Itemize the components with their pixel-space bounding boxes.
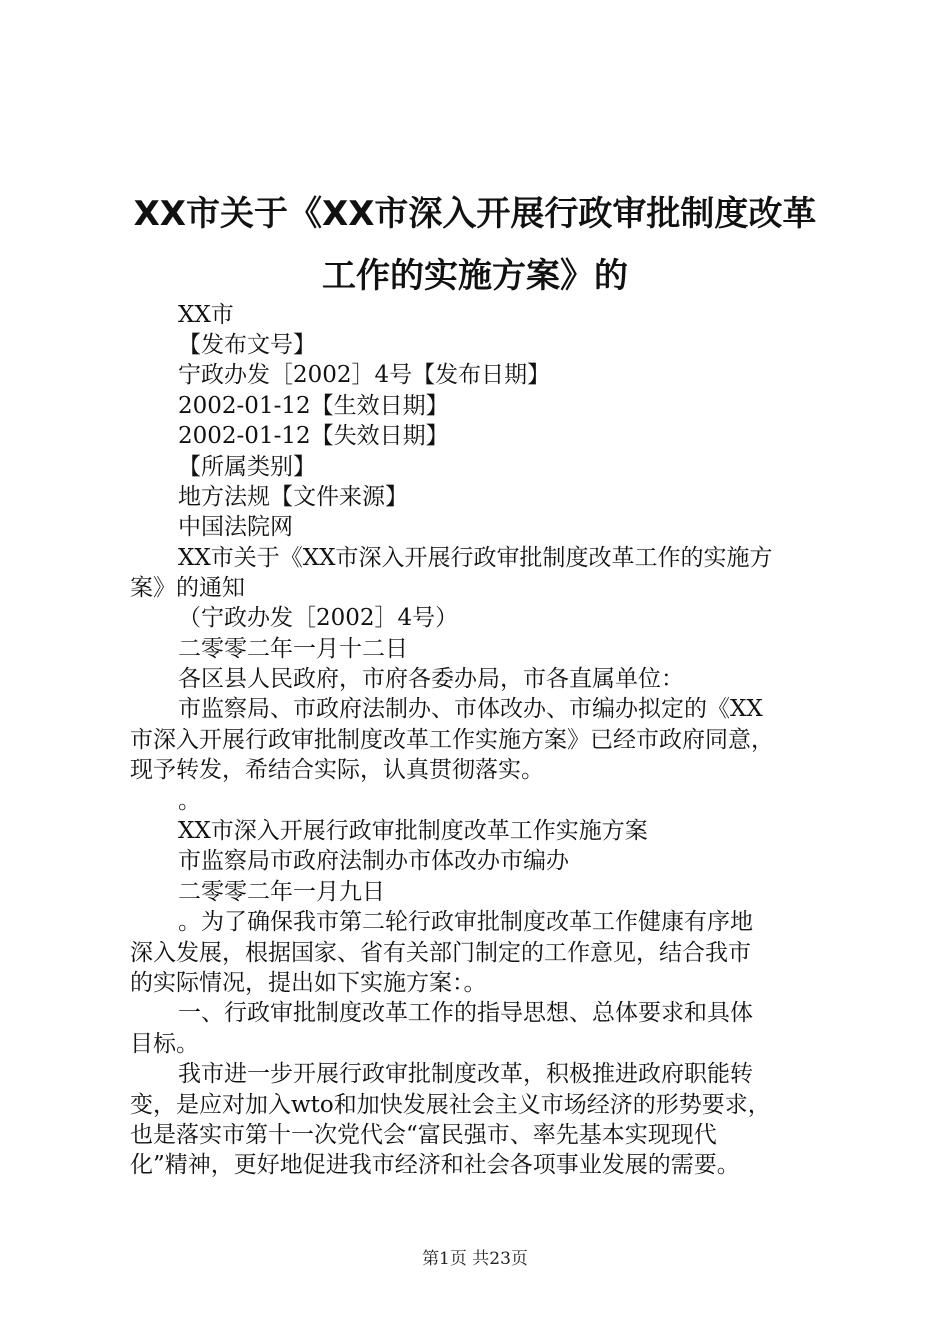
category-label: 【所属类别】 [178,454,316,480]
category-line: 地方法规【文件来源】 [178,484,408,510]
paragraph-1-line-3: 现予转发，希结合实际，认真贯彻落实。 [130,757,544,783]
document-title-line-2: 工作的实施方案》的 [322,256,628,296]
plan-date: 二零零二年一月九日 [178,879,385,905]
page-number-footer: 第1页 共23页 [422,1249,528,1269]
doc-number-line: 宁政办发［2002］4号【发布日期】 [178,362,551,388]
effective-date-line: 2002-01-12【失效日期】 [178,423,449,449]
addressee: 各区县人民政府，市府各委办局，市各直属单位： [178,666,684,692]
paragraph-3-line-3: 也是落实市第十一次党代会“富民强市、率先基本实现现代 [130,1122,717,1148]
paragraph-1-line-2: 市深入开展行政审批制度改革工作实施方案》已经市政府同意， [130,727,774,753]
document-title-line-1: XX市关于《XX市深入开展行政审批制度改革 [133,194,817,234]
publish-date-line: 2002-01-12【生效日期】 [178,393,449,419]
section-1-heading-line-1: 一、行政审批制度改革工作的指导思想、总体要求和具体 [178,1000,753,1026]
paragraph-2-line-1: 。为了确保我市第二轮行政审批制度改革工作健康有序地 [178,909,753,935]
paragraph-1-line-1: 市监察局、市政府法制办、市体改办、市编办拟定的《XX [178,696,763,722]
notice-number: （宁政办发［2002］4号） [178,605,459,631]
paragraph-3-line-4: 化”精神，更好地促进我市经济和社会各项事业发展的需要。 [130,1152,740,1178]
paragraph-3-line-1: 我市进一步开展行政审批制度改革，积极推进政府职能转 [178,1061,753,1087]
notice-title-line-2: 案》的通知 [130,575,245,601]
notice-date: 二零零二年一月十二日 [178,636,408,662]
city-line: XX市 [178,302,234,328]
paragraph-2-line-3: 的实际情况，提出如下实施方案：。 [130,970,487,996]
separator-dot: 。 [178,788,201,814]
paragraph-3-line-2: 变，是应对加入wto和加快发展社会主义市场经济的形势要求， [130,1092,771,1118]
paragraph-2-line-2: 深入发展，根据国家、省有关部门制定的工作意见，结合我市 [130,940,751,966]
notice-title-line-1: XX市关于《XX市深入开展行政审批制度改革工作的实施方 [178,545,773,571]
doc-number-label: 【发布文号】 [178,332,316,358]
source-line: 中国法院网 [178,514,293,540]
plan-authors: 市监察局市政府法制办市体改办市编办 [178,848,569,874]
plan-title: XX市深入开展行政审批制度改革工作实施方案 [178,818,648,844]
section-1-heading-line-2: 目标。 [130,1031,199,1057]
